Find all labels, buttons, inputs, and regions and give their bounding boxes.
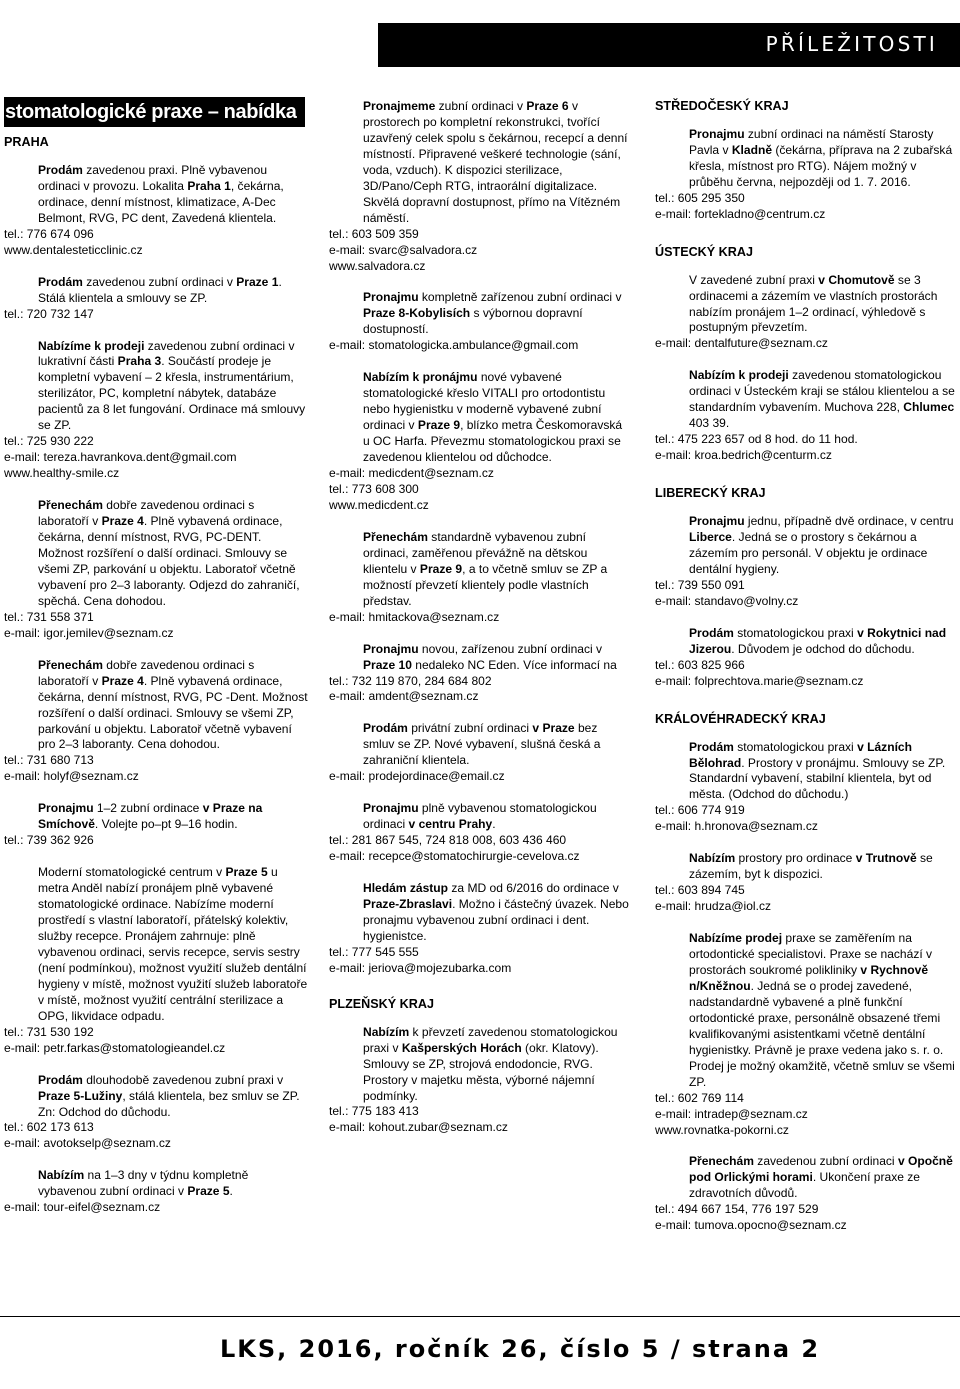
ad-contact: e-mail: petr.farkas@stomatologieandel.cz	[4, 1040, 226, 1055]
region-heading-liberecky: LIBERECKÝ KRAJ	[655, 486, 766, 501]
classified-ad	[329, 881, 629, 977]
ad-contact: tel.: 603 825 966	[655, 657, 745, 672]
classified-ad	[329, 530, 629, 626]
ad-text2: , blízko metra Českomoravská u OC Harfa. Převezmu stomatologickou praxi se zavedenou klientelou od důchodce.	[363, 418, 623, 465]
ad-text1: stomatologickou praxi	[733, 625, 858, 640]
footer-citation: LKS, 2016, ročník 26, číslo 5 / strana 2	[220, 1335, 821, 1363]
ad-text	[329, 721, 629, 769]
ad-text	[4, 163, 308, 227]
ad-contact: e-mail: jeriova@mojezubarka.com	[329, 960, 512, 975]
ad-contact: e-mail: standavo@volny.cz	[655, 593, 799, 608]
ad-contact: e-mail: medicdent@seznam.cz	[329, 466, 494, 481]
ad-text	[4, 865, 308, 1025]
ad-contact: e-mail: tour-eifel@seznam.cz	[4, 1200, 161, 1215]
ad-text2: bez smluv se ZP. Nové vybavení, slušná česká a zahraniční klientela.	[363, 721, 601, 768]
ad-b1: Praha 3	[117, 354, 162, 369]
ads-praha	[4, 163, 308, 1216]
ad-text1: 1–2 zubní ordinace	[93, 801, 203, 816]
ad-text	[4, 498, 308, 610]
ad-b1: v Lázních Bělohrad	[689, 739, 912, 770]
ad-contact: tel.: 281 867 545, 724 818 008, 603 436 460	[329, 833, 567, 848]
ad-contact: tel.: 777 545 555	[329, 944, 419, 959]
ad-contact: e-mail: prodejordinace@email.cz	[329, 769, 505, 784]
classified-ad	[655, 740, 955, 836]
column-1	[4, 94, 308, 1232]
ad-b1: v Rokytnici nad Jizerou	[689, 625, 947, 656]
ad-b1: Praze-Zbraslavi	[363, 896, 453, 911]
ad-lead: Prodám	[689, 625, 734, 640]
classified-ad	[4, 339, 308, 483]
ad-text	[655, 931, 955, 1091]
ad-text	[329, 1025, 629, 1105]
ad-contact: e-mail: hmitackova@seznam.cz	[329, 609, 500, 624]
footer	[0, 1316, 960, 1363]
ad-lead: Pronajmu	[363, 641, 419, 656]
ad-contact: e-mail: holyf@seznam.cz	[4, 769, 139, 784]
ad-lead: Prodám	[38, 162, 83, 177]
ad-b1: v Trutnově	[855, 851, 917, 866]
ad-contact: tel.: 494 667 154, 776 197 529	[655, 1202, 819, 1217]
ad-text	[329, 290, 629, 338]
ad-text	[4, 339, 308, 435]
classified-ad	[329, 801, 629, 865]
classified-ad	[655, 273, 955, 353]
ad-text2: . Důvodem je odchod do důchodu.	[731, 641, 915, 656]
ad-lead: Prodám	[363, 721, 408, 736]
ad-text	[4, 275, 308, 307]
ad-b1: v Opočně pod Orlickými horami	[689, 1154, 953, 1185]
ad-text2: se zázemím, byt k dispozici.	[689, 851, 933, 882]
classified-ad	[329, 99, 629, 274]
ad-text2: u metra Anděl nabízí pronájem plně vybavené stomatologické ordinace. Nabízíme moderní prostředí s vlastní laboratoří, přátelský kolektiv, služby recepce. Pronájem zahrnuje: plně vybavenou ordinaci, servis recepce, servis sestry (není podmínkou), možnost využití služeb dentální hygieny v místě, možnost využití služeb laboratoře v místě, možnost využití centrální sterilizace a OPG, likvidace odpadu.	[38, 865, 308, 1023]
ad-contact: e-mail: igor.jemilev@seznam.cz	[4, 625, 174, 640]
ads-liberecky	[655, 514, 955, 690]
ad-text2: .	[492, 817, 496, 832]
ad-text2: , a to včetně smluv se ZP a možností převzetí klientely podle vlastních představ.	[363, 561, 608, 608]
ad-text	[4, 1073, 308, 1121]
classified-ad	[4, 163, 308, 259]
ads-kralovehradecky	[655, 740, 955, 1235]
header-bar	[378, 23, 960, 67]
classified-ad	[655, 851, 955, 915]
ad-text2: s výbornou dopravní dostupností.	[363, 306, 583, 337]
ad-lead: Pronajmu	[38, 801, 94, 816]
ad-text1: zubní ordinaci v	[435, 99, 527, 113]
ad-contact: tel.: 776 674 096	[4, 226, 94, 241]
ad-lead: Nabízím	[38, 1168, 85, 1183]
ad-contact: tel.: 773 608 300	[329, 481, 419, 496]
region-heading-plzensky: PLZEŇSKÝ KRAJ	[329, 996, 434, 1011]
ad-contact: e-mail: intradep@seznam.cz	[655, 1106, 808, 1121]
ad-text1: k převzetí zavedenou stomatologickou praxi v	[363, 1024, 618, 1055]
ad-text1: zavedenou stomatologickou ordinaci v Ústeckém kraji se stálou klientelou a se standardním vybavením. Muchova 228,	[689, 368, 955, 415]
ad-contact: tel.: 602 769 114	[655, 1090, 744, 1105]
ads-ustecky	[655, 273, 955, 464]
ad-text1: prostory pro ordinace	[735, 851, 856, 866]
ad-contact: e-mail: kohout.zubar@seznam.cz	[329, 1120, 508, 1135]
ad-b1: Praze 9	[417, 418, 461, 433]
section-title: stomatologické praxe – nabídka	[4, 97, 305, 127]
ad-b1: Liberce	[689, 530, 732, 545]
ad-b1: Praze 5	[187, 1184, 230, 1199]
ad-lead: Prodám	[689, 739, 734, 754]
ad-contact: tel.: 775 183 413	[329, 1104, 419, 1119]
ad-lead: Pronajmu	[689, 126, 745, 141]
ad-b1: Kašperských Horách	[401, 1040, 522, 1055]
column-3	[655, 99, 955, 1250]
ad-contact: e-mail: avotokselp@seznam.cz	[4, 1136, 171, 1151]
ad-text1: na 1–3 dny v týdnu kompletně vybavenou zubní ordinaci v	[38, 1168, 249, 1199]
ad-text	[329, 881, 629, 945]
classified-ad	[329, 642, 629, 706]
ad-lead: Přenechám	[38, 498, 103, 513]
ad-text2: (čekárna, příprava na 2 zubařská křesla, místnost pro RTG). Nájem možný v průběhu června, nejpozději od 1. 7. 2016.	[689, 142, 953, 189]
ad-text1: stomatologickou praxi	[733, 739, 858, 754]
ad-text1: plně vybavenou stomatologickou ordinaci	[363, 801, 597, 832]
classified-ad	[655, 931, 955, 1138]
classified-ad	[4, 498, 308, 642]
ad-text1: zavedenou zubní ordinaci v	[82, 274, 237, 289]
ad-text1: kompletně zařízenou zubní ordinaci v	[418, 290, 622, 305]
ad-text	[4, 658, 308, 754]
classified-ad	[4, 275, 308, 323]
ad-contact: tel.: 731 680 713	[4, 753, 94, 768]
ad-text1: zavedenou zubní ordinaci	[753, 1154, 898, 1169]
ad-b1: v Rychnově n/Kněžnou	[689, 962, 929, 993]
ad-text	[329, 370, 629, 466]
ad-text1: za MD od 6/2016 do ordinace v	[448, 881, 619, 896]
ad-contact: e-mail: recepce@stomatochirurgie-cevelova.cz	[329, 849, 580, 864]
ad-text1: dobře zavedenou ordinaci s laboratoří v	[38, 498, 255, 529]
ad-text2: se 3 ordinacemi a zázemím ve vlastních prostorách nabízím pronájem 1–2 ordinací, výhledově s postupným převzetím.	[689, 272, 938, 335]
classified-ad	[329, 721, 629, 785]
ad-contact: tel.: 475 223 657 od 8 hod. do 11 hod.	[655, 432, 858, 447]
ad-text1: zavedenou praxi. Plně vybavenou ordinaci v provozu. Lokalita	[38, 162, 268, 193]
ad-text2: .	[229, 1184, 233, 1199]
ad-b1: v Chomutově	[818, 272, 895, 287]
section-heading: PŘÍLEŽITOSTI	[765, 32, 938, 56]
ads-stredocesky	[655, 127, 955, 223]
ad-text	[4, 801, 308, 833]
ad-contact: tel.: 739 550 091	[655, 577, 745, 592]
ad-contact: e-mail: tereza.havrankova.dent@gmail.com	[4, 450, 237, 465]
ad-text2: . Jedná se o prostory s čekárnou a zázemím pro personál. V objektu je ordinace dentální hygieny.	[689, 530, 928, 576]
column-2	[329, 99, 629, 1152]
ad-b1: Praze 5	[225, 865, 268, 880]
ad-lead: Nabízíme k prodeji	[38, 338, 145, 353]
ad-contact: tel.: 725 930 222	[4, 434, 94, 449]
ad-text1: novou, zařízenou zubní ordinaci v	[418, 641, 603, 656]
classified-ad	[329, 290, 629, 354]
ad-text2: , stálá klientela, bez smluv se ZP. Zn: Odchod do důchodu.	[38, 1088, 300, 1119]
ad-contact: tel.: 731 558 371	[4, 609, 94, 624]
ad-contact: e-mail: kroa.bedrich@centurm.cz	[655, 448, 832, 463]
ad-contact: e-mail: amdent@seznam.cz	[329, 689, 479, 704]
ad-text	[655, 626, 955, 658]
ad-contact: e-mail: dentalfuture@seznam.cz	[655, 336, 828, 351]
classified-ad	[655, 514, 955, 610]
region-heading-praha: PRAHA	[4, 135, 49, 149]
ad-text2: . Ukončení praxe ze zdravotních důvodů.	[689, 1170, 920, 1201]
ad-b1: v centru Prahy	[408, 817, 493, 832]
ad-b1: Praze 9	[419, 561, 463, 576]
ad-text2: . Součástí prodeje je kompletní vybavení – 2 křesla, instrumentárium, sterilizátor, PC, kompletní nábytek, databáze pacientů za 8 let fungování. Ordinace má smlouvy se ZP.	[38, 354, 306, 433]
ad-contact: e-mail: svarc@salvadora.cz	[329, 242, 478, 257]
ad-contact: www.healthy-smile.cz	[4, 466, 120, 481]
ad-text	[655, 368, 955, 432]
ad-lead: Nabízím k prodeji	[689, 368, 789, 383]
ad-text	[655, 127, 955, 191]
ad-text2: 403 39.	[689, 416, 730, 431]
ad-text2: . Jedná se o prodej zavedené, nadstandardně vybavené a plně funkční ortodontické praxe, personálně obsazené třemi kvalifikovanými asistentkami včetně dentální hygienistky. Právně je praxe vedena jako s. r. o. Prodej je možný okamžitě, včetně smluv se všemi ZP.	[689, 978, 955, 1089]
ad-text	[655, 514, 955, 578]
classified-ad	[655, 1154, 955, 1234]
ad-lead: Pronajmu	[363, 290, 419, 305]
classified-ad	[655, 626, 955, 690]
ad-contact: e-mail: hrudza@iol.cz	[655, 899, 772, 914]
ad-text1: nové vybavené stomatologické křeslo VITALI pro ortodontistu nebo hygienistku v moderně vybavené zubní ordinaci v	[363, 370, 606, 433]
classified-ad	[4, 801, 308, 849]
ad-text	[329, 99, 629, 227]
ad-contact: www.salvadora.cz	[329, 258, 426, 273]
classified-ad	[4, 1073, 308, 1153]
ad-lead: Nabízíme prodej	[689, 931, 783, 946]
ad-text2: , čekárna, ordinace, denní místnost, klimatizace, A-Dec Belmont, RVG, PC dent, Zavedená klientela.	[38, 178, 284, 225]
ad-contact: www.rovnatka-pokorni.cz	[655, 1122, 789, 1137]
ad-b1: v Praze	[532, 721, 575, 736]
ad-text2: . Volejte po–pt 9–16 hodin.	[94, 817, 238, 832]
ad-text1: zubní ordinaci na náměstí Starosty Pavla v	[689, 126, 934, 157]
ad-lead: Nabízím	[363, 1024, 410, 1039]
ad-text2: . Prostory v pronájmu. Smlouvy se ZP. Standardní vybavení, stabilní klientela, byt od města. (Odchod do důchodu.)	[689, 755, 946, 802]
classified-ad	[4, 865, 308, 1056]
ad-lead: Prodám	[38, 1072, 83, 1087]
ads-praha-cont	[329, 99, 629, 977]
ad-text	[655, 851, 955, 883]
ad-lead: Hledám zástup	[363, 881, 449, 896]
ad-lead: Pronajmu	[689, 514, 745, 529]
ad-text	[655, 1154, 955, 1202]
ad-contact: www.dentalesteticclinic.cz	[4, 242, 143, 257]
ad-text1: dlouhodobě zavedenou zubní praxi v	[82, 1072, 284, 1087]
ad-lead: Přenechám	[363, 529, 428, 544]
ad-text2: nedaleko NC Eden. Více informací na	[411, 657, 617, 672]
ad-lead: Přenechám	[689, 1154, 754, 1169]
ad-text2: v prostorech po kompletní rekonstrukci, tvořící uzavřený celek spolu s čekárnou, recepcí a denní místností. Připravené veškeré technologie (sání, voda, vzduch). K dispozici sterilizace, 3D/Pano/Ceph RTG, intraorální digitalizace. Skvělá dopravní dostupnost, přímo na Vítězném náměstí.	[363, 99, 628, 225]
ad-contact: e-mail: tumova.opocno@seznam.cz	[655, 1218, 847, 1233]
ad-text	[329, 530, 629, 610]
ad-contact: tel.: 720 732 147	[4, 306, 94, 321]
ad-text2: . Možno i částečný úvazek. Nebo pronajmu vybavenou zubní ordinaci i dent. hygienistce.	[363, 896, 629, 943]
region-heading-stredocesky: STŘEDOČESKÝ KRAJ	[655, 99, 789, 113]
ad-text	[4, 1168, 308, 1200]
ad-b1: Praze 10	[363, 657, 412, 672]
ad-b1: Praze 6	[526, 99, 569, 113]
ad-contact: e-mail: h.hronova@seznam.cz	[655, 819, 818, 834]
ad-text1: standardně vybavenou zubní ordinaci, zaměřenou převážně na dětskou klientelu v	[363, 529, 588, 576]
ad-text2: (okr. Klatovy). Smlouvy se ZP, strojová endodoncie, RVG. Prostory v majetku města, výborné nájemní podmínky.	[363, 1040, 599, 1103]
ad-contact: tel.: 606 774 919	[655, 803, 745, 818]
ad-text1: zavedenou zubní ordinaci v lukrativní části	[38, 338, 295, 369]
ads-plzensky	[329, 1025, 629, 1137]
ad-contact: tel.: 602 173 613	[4, 1120, 94, 1135]
ad-b1: Kladně	[731, 142, 773, 157]
ad-contact: tel.: 732 119 870, 284 684 802	[329, 673, 492, 688]
classified-ad	[4, 1168, 308, 1216]
ad-contact: e-mail: fortekladno@centrum.cz	[655, 206, 826, 221]
region-heading-kralovehradecky: KRÁLOVÉHRADECKÝ KRAJ	[655, 711, 826, 726]
ad-lead: Prodám	[38, 274, 83, 289]
ad-text2: . Stálá klientela a smlouvy se ZP.	[38, 274, 282, 305]
ad-contact: tel.: 605 295 350	[655, 190, 745, 205]
ad-b1: Praze 4	[101, 673, 144, 688]
ad-text1: jednu, případně dvě ordinace, v centru	[744, 514, 954, 529]
ad-lead: Pronajmu	[363, 801, 419, 816]
ad-b1: Praze 4	[101, 514, 144, 529]
ad-text1: dobře zavedenou ordinaci s laboratoří v	[38, 657, 255, 688]
classified-ad	[4, 658, 308, 786]
region-heading-ustecky: ÚSTECKÝ KRAJ	[655, 244, 753, 259]
ad-contact: e-mail: stomatologicka.ambulance@gmail.com	[329, 338, 579, 353]
ad-contact: tel.: 603 509 359	[329, 226, 419, 241]
classified-ad	[655, 127, 955, 223]
ad-lead: Nabízím k pronájmu	[363, 370, 478, 385]
ad-text1: V zavedené zubní praxi	[689, 272, 819, 287]
ad-text1: Moderní stomatologické centrum v	[38, 865, 226, 880]
ad-lead: Pronajmeme	[363, 99, 436, 113]
ad-text2: . Plně vybavená ordinace, čekárna, denní místnost, RVG, PC-DENT. Možnost rozšíření o další ordinaci. Smlouvy se všemi ZP, parkování u objektu. Laboratoř včetně vybavení pro 2–3 laboranty. Odjezd do zahraničí, spěchá. Cena dohodou.	[38, 514, 300, 608]
ad-text	[329, 801, 629, 833]
ad-text	[655, 273, 955, 337]
ad-text	[329, 642, 629, 674]
ad-lead: Nabízím	[689, 851, 736, 866]
classified-ad	[329, 1025, 629, 1137]
ad-text1: praxe se zaměřením na ortodontické specialistovi. Praxe se nachází v prostorách soukromé polikliniky	[689, 931, 933, 977]
ad-lead: Přenechám	[38, 657, 103, 672]
ad-contact: tel.: 731 530 192	[4, 1024, 94, 1039]
classified-ad	[655, 368, 955, 464]
ad-contact: www.medicdent.cz	[329, 497, 429, 512]
ad-b1: Praze 1	[236, 274, 279, 289]
ad-text1: privátní zubní ordinaci	[407, 721, 533, 736]
ad-b1: Praze 8-Kobylisích	[363, 306, 471, 321]
ad-text	[655, 740, 955, 804]
ad-b1: Praha 1	[187, 178, 231, 193]
ad-b1: Praze 5-Lužiny	[38, 1088, 123, 1103]
classified-ad	[329, 370, 629, 514]
ad-b1: v Praze na Smíchově	[38, 801, 263, 832]
ad-contact: e-mail: folprechtova.marie@seznam.cz	[655, 673, 864, 688]
ad-text2: . Plně vybavená ordinace, čekárna, denní místnost, RVG, PC -Dent. Možnost rozšíření o další ordinaci. Smlouvy se všemi ZP, parkování u objektu. Laboratoř včetně vybavení pro 2–3 laboranty. Cena dohodou.	[38, 673, 308, 752]
ad-contact: tel.: 603 894 745	[655, 883, 745, 898]
ad-b1: Chlumec	[903, 400, 955, 415]
ad-contact: tel.: 739 362 926	[4, 833, 94, 848]
